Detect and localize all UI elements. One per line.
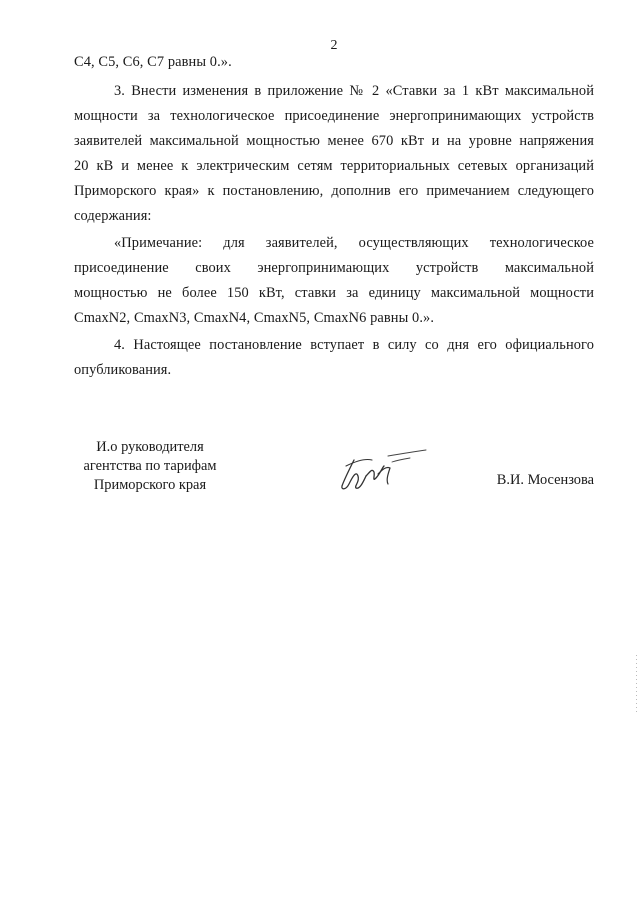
text-line: опубликования. xyxy=(74,362,172,378)
text-line: «Примечание: для заявителей, осуществляющих технологическое xyxy=(114,235,594,251)
signatory-title-line: Приморского края xyxy=(93,477,207,493)
text-line: 4. Настоящее постановление вступает в силу со дня его официального xyxy=(114,337,594,353)
paragraph-continuation xyxy=(74,50,594,75)
page-number: 2 xyxy=(330,38,338,53)
text-line: мощности за технологическое присоединение энергопринимающих устройств xyxy=(74,108,594,124)
text-line: мощностью не более 150 кВт, ставки за единицу максимальной мощности xyxy=(74,285,594,301)
scan-artifact xyxy=(635,655,638,715)
text-line: 3. Внести изменения в приложение № 2 «Ставки за 1 кВт максимальной xyxy=(114,83,594,99)
text-line: присоединение своих энергопринимающих устройств максимальной xyxy=(74,260,594,276)
handwritten-signature xyxy=(332,446,432,496)
text-line: 20 кВ и менее к электрическим сетям территориальных сетевых организаций xyxy=(74,158,594,174)
text-line: C4, C5, C6, C7 равны 0.». xyxy=(74,54,232,70)
text-line: содержания: xyxy=(74,208,152,224)
item-3-paragraph xyxy=(74,79,594,229)
note-paragraph xyxy=(74,231,594,331)
signatory-title xyxy=(70,438,230,495)
item-4-paragraph xyxy=(74,333,594,383)
text-line: CmaxN2, CmaxN3, CmaxN4, CmaxN5, CmaxN6 равны 0.». xyxy=(74,310,435,326)
signatory-name: В.И. Мосензова xyxy=(496,472,594,488)
text-line: заявителей максимальной мощностью менее 670 кВт и на уровне напряжения xyxy=(74,133,594,149)
signatory-title-line: И.о руководителя xyxy=(96,439,204,455)
signatory-title-line: агентства по тарифам xyxy=(83,458,217,474)
text-line: Приморского края» к постановлению, дополнив его примечанием следующего xyxy=(74,183,594,199)
